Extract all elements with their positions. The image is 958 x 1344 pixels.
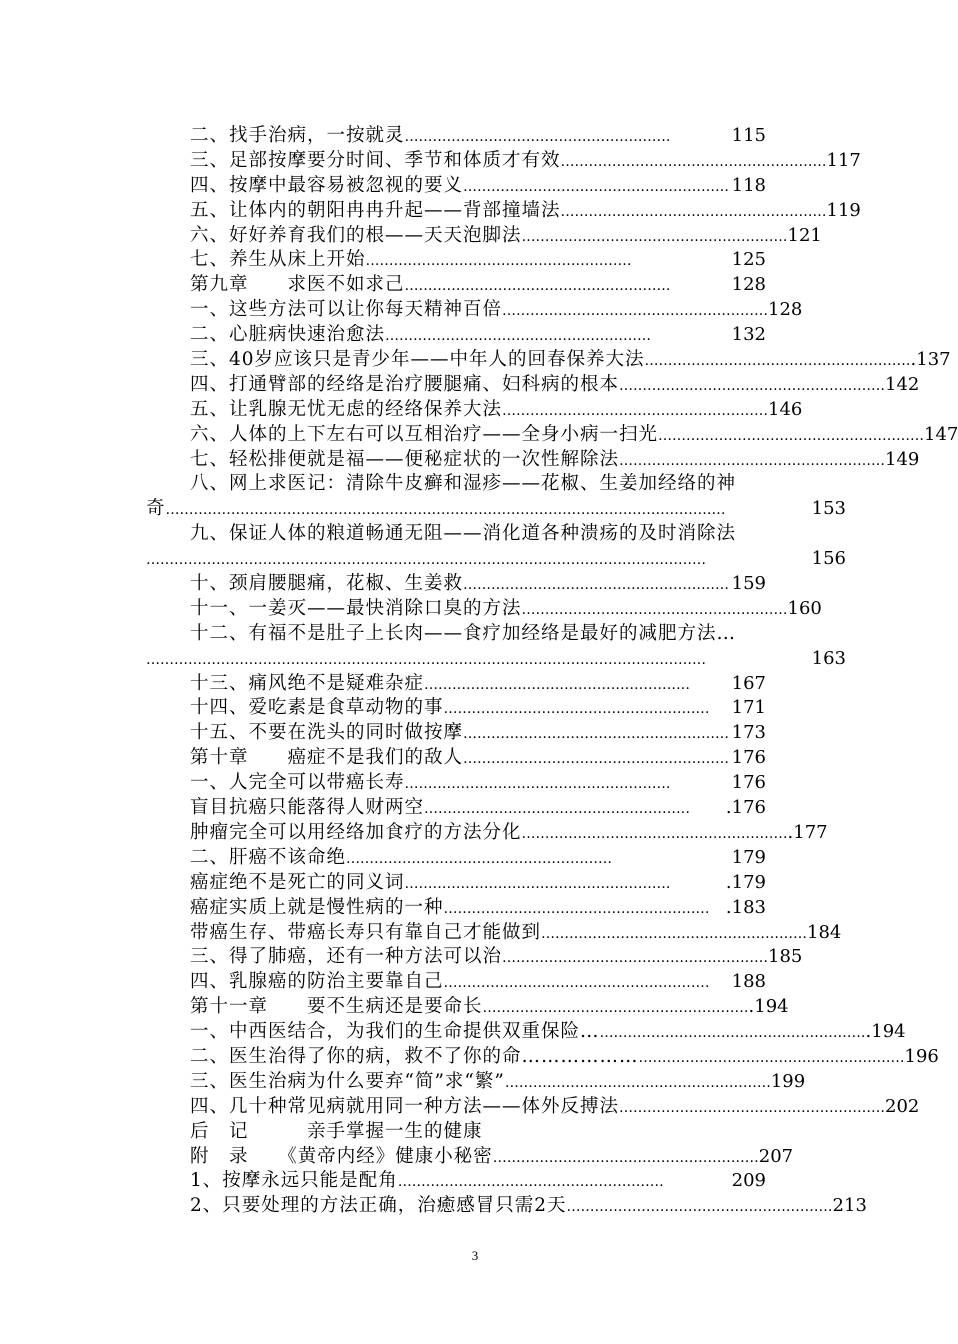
toc-entry (190, 472, 810, 497)
toc-entry-title: 盲目抗癌只能落得人财两空 (190, 797, 425, 819)
toc-entry-leader-dots: ………………………………………………… (541, 925, 808, 942)
toc-entry-leader-dots: ………………………………………………………………………………………………………… (146, 651, 706, 668)
toc-entry (190, 348, 951, 373)
toc-entry-page-number: .176 (725, 797, 766, 819)
toc-entry-title: 二、找手治病，一按就灵 (190, 125, 405, 146)
toc-entry (190, 821, 828, 846)
toc-entry-page-number: 159 (731, 573, 766, 595)
toc-entry (190, 672, 766, 697)
toc-entry-leader-dots: ………………………………………………… (463, 577, 730, 594)
toc-entry (190, 522, 810, 547)
toc-entry-leader-dots: ………………………………………………… (619, 452, 886, 469)
toc-entry-page-number: 185 (768, 946, 803, 968)
toc-entry-title: 肿瘤完全可以用经络加食疗的方法分化 (190, 821, 522, 843)
toc-entry-leader-dots: ………………………………………………………………………………………………………… (165, 502, 726, 519)
toc-entry-page-number: 163 (811, 647, 846, 669)
toc-entry-page-number: 171 (731, 697, 766, 719)
toc-entry-page-number: .179 (725, 871, 766, 893)
toc-entry-title: 三、40岁应该只是青少年——中年人的回春保养大法 (190, 349, 645, 371)
toc-entry-title: 一、人完全可以带癌长寿 (190, 772, 405, 794)
toc-entry-page-number: 128 (768, 299, 803, 321)
toc-entry-title: 六、好好养育我们的根——天天泡脚法 (190, 224, 522, 246)
toc-entry-page-number: 147 (924, 423, 958, 445)
toc-entry-leader-dots: ………………………………………………… (346, 850, 613, 867)
toc-entry-title: 癌症实质上就是慢性病的一种 (190, 896, 444, 918)
toc-entry-leader-dots: ………………………………………………… (365, 253, 632, 270)
toc-entry (190, 1120, 766, 1145)
toc-entry-leader-dots: ………………………………………………… (404, 776, 671, 793)
toc-entry-leader-dots: ………………………………………………… (502, 303, 769, 320)
toc-entry-leader-dots: ………………………………………………… (521, 825, 788, 842)
toc-entry-leader-dots: ………………………………………………… (424, 676, 691, 693)
toc-entry-title: 四、乳腺癌的防治主要靠自己 (190, 971, 444, 993)
toc-entry-title: 癌症绝不是死亡的同义词 (190, 871, 405, 893)
toc-entry-page-number: 156 (811, 548, 846, 570)
toc-entry-leader-dots: ………………………………………………… (404, 129, 671, 145)
toc-entry (190, 995, 789, 1020)
toc-entry (190, 174, 766, 199)
toc-entry-leader-dots: ………………………………………………… (443, 975, 710, 992)
toc-entry (190, 448, 920, 473)
toc-entry-page-number: 118 (731, 174, 766, 196)
toc-entry-title: 七、轻松排便就是福——便秘症状的一次性解除法 (190, 448, 620, 470)
toc-entry-leader-dots: ………………………………………………… (504, 1074, 771, 1091)
toc-entry-leader-dots: ………………………………………………… (492, 1149, 759, 1166)
toc-entry-title: 五、让体内的朝阳冉冉升起——背部撞墙法 (190, 199, 561, 221)
toc-entry-leader-dots: ………………………………………………… (521, 601, 788, 618)
toc-entry (190, 149, 861, 174)
toc-entry (190, 1020, 906, 1045)
page-number: 3 (471, 1248, 479, 1263)
toc-entry-leader-dots: ………………………………………………………………………………………………………… (146, 552, 706, 569)
toc-entry (190, 622, 810, 647)
toc-entry (190, 273, 766, 298)
toc-entry (146, 497, 846, 522)
toc-entry (190, 597, 822, 622)
toc-entry (190, 199, 861, 224)
toc-entry-leader-dots: ………………………………………………… (619, 377, 886, 394)
toc-entry (190, 871, 766, 896)
toc-entry-title: 七、养生从床上开始 (190, 249, 366, 271)
toc-entry-title: 十四、爱吃素是食草动物的事 (190, 697, 444, 719)
toc-entry-title: 十五、不要在洗头的同时做按摩 (190, 722, 464, 744)
toc-entry (190, 846, 766, 871)
toc-entry (190, 298, 803, 323)
toc-entry (146, 547, 846, 572)
toc-entry-title: 四、按摩中最容易被忽视的要义 (190, 174, 464, 196)
toc-entry-page-number: 184 (807, 921, 842, 943)
toc-entry (190, 423, 958, 448)
toc-entry (190, 1070, 806, 1095)
toc-entry-title: 一、这些方法可以让你每天精神百倍 (190, 299, 503, 321)
toc-entry (190, 896, 766, 921)
toc-entry-title: 四、打通臂部的经络是治疗腰腿痛、妇科病的根本 (190, 373, 620, 395)
toc-entry (190, 1145, 794, 1170)
toc-entry (190, 771, 766, 796)
toc-entry-page-number: 132 (731, 324, 766, 346)
toc-entry-page-number: .183 (725, 896, 766, 918)
toc-entry (190, 721, 766, 746)
toc-entry-title: 二、肝癌不该命绝 (190, 846, 347, 868)
toc-entry-page-number: 153 (811, 498, 846, 520)
toc-entry-page-number: 176 (731, 747, 766, 769)
toc-entry-page-number: 188 (731, 971, 766, 993)
toc-entry (190, 373, 920, 398)
toc-entry (190, 796, 766, 821)
toc-entry (190, 124, 766, 149)
toc-entry-title: 九、保证人体的粮道畅通无阻——消化道各种溃疡的及时消除法 (190, 523, 737, 545)
toc-entry (190, 248, 766, 273)
toc-entry-page-number: 142 (885, 373, 920, 395)
toc-entry-title: 第十章 癌症不是我们的敌人 (190, 747, 464, 769)
toc-entry-page-number: 125 (731, 249, 766, 271)
toc-entry (190, 696, 766, 721)
toc-entry-title: 六、人体的上下左右可以互相治疗——全身小病一扫光 (190, 423, 659, 445)
toc-entry (190, 945, 803, 970)
toc-entry-leader-dots: ………………………………………………… (658, 427, 925, 444)
toc-entry-leader-dots: ………………………………………………… (644, 353, 911, 370)
toc-entry (190, 1194, 867, 1219)
toc-entry-page-number: 128 (731, 274, 766, 296)
toc-entry-page-number: 160 (787, 597, 822, 619)
toc-entry-page-number: 207 (758, 1145, 794, 1167)
toc-entry-leader-dots: ………………………………………………… (404, 278, 671, 295)
toc-entry (190, 398, 803, 423)
toc-entry-title: 1、按摩永远只能是配角 (190, 1170, 398, 1192)
toc-entry-title: 五、让乳腺无忧无虑的经络保养大法 (190, 398, 503, 420)
toc-entry-leader-dots: ………………………………………………… (463, 751, 730, 768)
toc-entry (190, 746, 766, 771)
toc-entry-page-number: 121 (787, 224, 822, 246)
toc-entry-page-number: 149 (885, 448, 920, 470)
toc-entry-leader-dots: ………………………………………………… (560, 203, 827, 220)
toc-entry-leader-dots: ………………………………………………… (463, 726, 730, 743)
toc-entry-leader-dots: ………………………………………………… (482, 1000, 749, 1017)
toc-entry-leader-dots: ………………………………………………… (502, 402, 769, 419)
toc-entry-page-number: 146 (768, 398, 803, 420)
toc-entry (190, 224, 822, 249)
toc-entry (190, 323, 766, 348)
toc-entry-page-number: 167 (731, 672, 766, 694)
toc-entry-title: 二、心脏病快速治愈法 (190, 324, 386, 346)
toc-entry-page-number: 209 (731, 1170, 766, 1192)
toc-entry-page-number: 196 (904, 1045, 939, 1067)
toc-entry-title: 三、足部按摩要分时间、季节和体质才有效 (190, 149, 561, 171)
toc-entry-title: 三、医生治病为什么要弃“简”求“繁” (190, 1070, 505, 1092)
toc-entry-leader-dots: ………………………………………………… (638, 1049, 905, 1066)
toc-entry-leader-dots: ………………………………………………… (566, 1199, 833, 1216)
toc-entry-leader-dots: ………………………………………………… (397, 1174, 664, 1191)
toc-entry-page-number: 173 (731, 722, 766, 744)
toc-entry-leader-dots: ………………………………………………… (424, 801, 691, 818)
toc-entry-leader-dots: ………………………………………………… (385, 328, 652, 345)
toc-entry-title: 四、几十种常见病就用同一种方法——体外反搏法 (190, 1095, 620, 1117)
toc-entry-title: 2、只要处理的方法正确，治癒感冒只需2天 (190, 1195, 567, 1217)
toc-entry-page-number: .177 (787, 821, 828, 843)
toc-entry-title: 后 记 亲手掌握一生的健康 (190, 1120, 483, 1142)
toc-entry-title: 十三、痛风绝不是疑难杂症 (190, 672, 425, 694)
toc-entry-page-number: 213 (832, 1195, 867, 1217)
toc-entry-page-number: 119 (826, 199, 861, 221)
toc-entry-title: 奇 (146, 498, 166, 520)
toc-entry-page-number: 202 (885, 1095, 920, 1117)
toc-entry-page-number: .194 (865, 1021, 906, 1043)
toc-entry-page-number: .137 (910, 349, 951, 371)
toc-entry-page-number: 117 (826, 149, 861, 171)
toc-entry (190, 1095, 920, 1120)
toc-entry-title: 第九章 求医不如求己 (190, 274, 405, 296)
toc-entry-page-number: .194 (748, 996, 789, 1018)
toc-entry-leader-dots: ………………………………………………… (521, 228, 788, 245)
toc-entry (190, 921, 842, 946)
toc-entry-title: 一、中西医结合，为我们的生命提供双重保险… (190, 1021, 600, 1043)
toc-entry-title: 二、医生治得了你的病，救不了你的命……………… (190, 1045, 639, 1067)
toc-entry-page-number: 179 (731, 846, 766, 868)
toc-entry-page-number: 176 (731, 772, 766, 794)
toc-entry-leader-dots: ………………………………………………… (404, 875, 671, 892)
toc-entry-title: 十、颈肩腰腿痛，花椒、生姜救 (190, 573, 464, 595)
toc-entry-title: 第十一章 要不生病还是要命长 (190, 996, 483, 1018)
table-of-contents (0, 124, 958, 1219)
toc-entry (190, 1169, 766, 1194)
toc-entry-leader-dots: ………………………………………………… (443, 701, 710, 718)
toc-entry-leader-dots: ………………………………………………… (463, 178, 730, 195)
toc-entry-title: 附 录 《黄帝内经》健康小秘密 (190, 1145, 493, 1167)
toc-entry-leader-dots: ………………………………………………… (560, 153, 827, 170)
toc-entry-leader-dots: ………………………………………………… (599, 1025, 866, 1042)
toc-entry (190, 970, 766, 995)
toc-entry-title: 三、得了肺癌，还有一种方法可以治 (190, 946, 503, 968)
toc-entry-title: 十一、一姜灭——最快消除口臭的方法 (190, 597, 522, 619)
toc-entry-page-number: 199 (770, 1070, 806, 1092)
toc-entry (146, 647, 846, 672)
toc-entry-title: 八、网上求医记：清除牛皮癣和湿疹——花椒、生姜加经络的神 (190, 473, 737, 495)
toc-entry-page-number: 115 (731, 125, 766, 146)
toc-entry (190, 1045, 939, 1070)
toc-entry-leader-dots: ………………………………………………… (619, 1099, 886, 1116)
toc-entry-leader-dots: ………………………………………………… (443, 900, 710, 917)
toc-entry-title: 十二、有福不是肚子上长肉——食疗加经络是最好的减肥方法… (190, 622, 737, 644)
toc-entry (190, 572, 766, 597)
toc-entry-title: 带癌生存、带癌长寿只有靠自己才能做到 (190, 921, 542, 943)
toc-entry-leader-dots: ………………………………………………… (502, 950, 769, 967)
